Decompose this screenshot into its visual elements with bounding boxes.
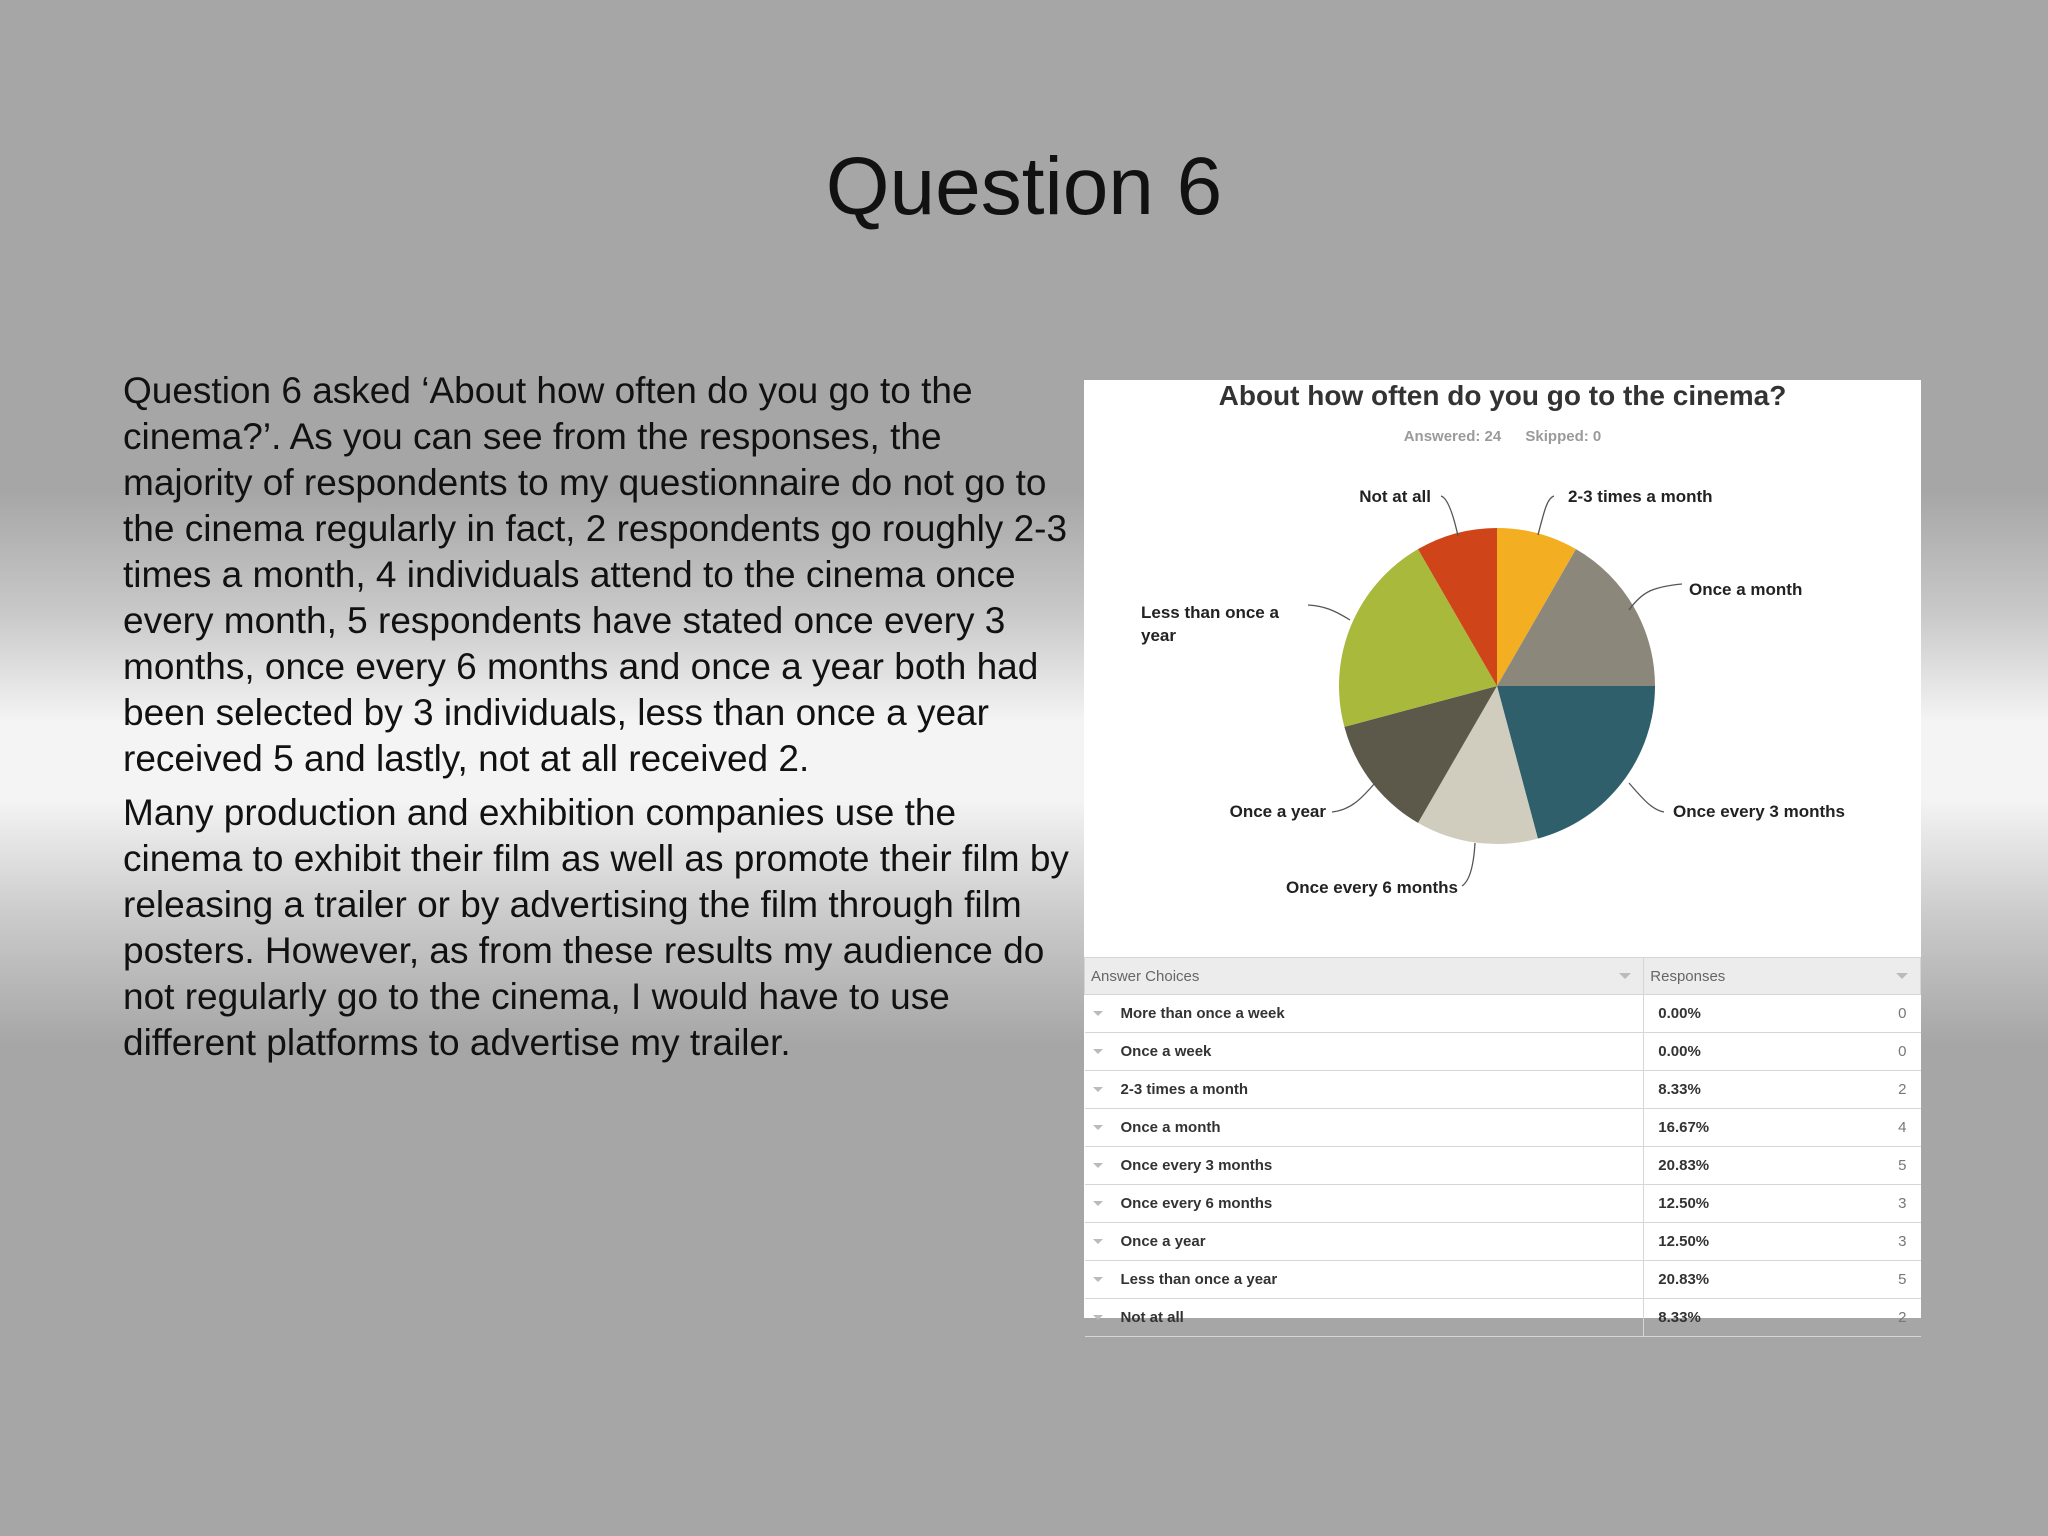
answer-choice-label: Once every 3 months xyxy=(1120,1157,1273,1174)
sort-caret-icon xyxy=(1896,973,1908,979)
table-row[interactable] xyxy=(1085,1033,1921,1071)
pie-label: 2-3 times a month xyxy=(1568,487,1713,506)
answer-choice-label: 2-3 times a month xyxy=(1120,1081,1249,1098)
body-paragraph: Many production and exhibition companies use the cinema to exhibit their film as well as promote their film by releasing a trailer or by advertising the film through film posters. However, as from these results my audience do not regularly go to the cinema, I would have to use different platforms to advertise my trailer. xyxy=(123,792,1069,1063)
response-count: 5 xyxy=(1864,1147,1921,1185)
pie-label: Not at all xyxy=(1359,487,1431,506)
pie-label: Once a month xyxy=(1689,580,1803,599)
table-row[interactable] xyxy=(1085,995,1921,1033)
sort-caret-icon xyxy=(1619,973,1631,979)
answer-choice-cell xyxy=(1085,1299,1644,1337)
response-count: 3 xyxy=(1864,1185,1921,1223)
table-row[interactable] xyxy=(1085,1185,1921,1223)
response-count: 2 xyxy=(1864,1299,1921,1337)
response-count: 0 xyxy=(1864,1033,1921,1071)
leader-line xyxy=(1629,584,1682,610)
answer-choice-label: More than once a week xyxy=(1120,1005,1285,1022)
response-count: 5 xyxy=(1864,1261,1921,1299)
responses-header[interactable] xyxy=(1644,958,1921,995)
expand-caret-icon[interactable] xyxy=(1093,1315,1103,1320)
expand-caret-icon[interactable] xyxy=(1093,1087,1103,1092)
expand-caret-icon[interactable] xyxy=(1093,1049,1103,1054)
leader-line xyxy=(1462,843,1475,886)
expand-caret-icon[interactable] xyxy=(1093,1163,1103,1168)
leader-line xyxy=(1308,605,1350,620)
pie-label: Less than once a xyxy=(1141,603,1279,622)
table-row[interactable] xyxy=(1085,1223,1921,1261)
response-percent: 20.83% xyxy=(1644,1261,1864,1299)
response-percent: 20.83% xyxy=(1644,1147,1864,1185)
table-row[interactable] xyxy=(1085,1147,1921,1185)
answer-choice-label: Less than once a year xyxy=(1120,1271,1278,1288)
expand-caret-icon[interactable] xyxy=(1093,1201,1103,1206)
response-percent: 12.50% xyxy=(1644,1223,1864,1261)
response-percent: 12.50% xyxy=(1644,1185,1864,1223)
response-count: 4 xyxy=(1864,1109,1921,1147)
response-count: 3 xyxy=(1864,1223,1921,1261)
body-text xyxy=(123,368,1073,1074)
answer-choice-cell xyxy=(1085,995,1644,1033)
answer-choice-cell xyxy=(1085,1033,1644,1071)
leader-line xyxy=(1538,496,1554,535)
table-row[interactable] xyxy=(1085,1109,1921,1147)
answer-choice-cell xyxy=(1085,1147,1644,1185)
response-percent: 0.00% xyxy=(1644,1033,1864,1071)
leader-line xyxy=(1332,783,1375,812)
answer-choice-label: Once every 6 months xyxy=(1120,1195,1273,1212)
responses-header-label: Responses xyxy=(1650,967,1726,985)
response-count: 0 xyxy=(1864,995,1921,1033)
expand-caret-icon[interactable] xyxy=(1093,1125,1103,1130)
survey-panel xyxy=(1084,380,1921,1326)
response-count: 2 xyxy=(1864,1071,1921,1109)
expand-caret-icon[interactable] xyxy=(1093,1239,1103,1244)
chart-title: About how often do you go to the cinema? xyxy=(1218,380,1787,411)
pie-label: Once a year xyxy=(1229,802,1326,821)
chart-stats xyxy=(1084,428,1921,445)
answer-choice-cell xyxy=(1085,1109,1644,1147)
pie-label: Once every 6 months xyxy=(1286,878,1458,897)
table-row[interactable] xyxy=(1085,1261,1921,1299)
answer-choice-cell xyxy=(1085,1223,1644,1261)
answer-choice-label: Once a week xyxy=(1120,1043,1212,1060)
answer-choice-cell xyxy=(1085,1185,1644,1223)
answer-choice-cell xyxy=(1085,1071,1644,1109)
leader-line xyxy=(1441,496,1458,536)
response-percent: 8.33% xyxy=(1644,1071,1864,1109)
expand-caret-icon[interactable] xyxy=(1093,1011,1103,1016)
response-percent: 16.67% xyxy=(1644,1109,1864,1147)
skipped-count: Skipped: 0 xyxy=(1525,428,1602,445)
answer-choice-label: Once a month xyxy=(1120,1119,1221,1136)
answered-count: Answered: 24 xyxy=(1403,428,1502,445)
pie-label: Once every 3 months xyxy=(1673,802,1845,821)
expand-caret-icon[interactable] xyxy=(1093,1277,1103,1282)
response-percent: 0.00% xyxy=(1644,995,1864,1033)
pie-chart xyxy=(1084,380,1921,957)
responses-table xyxy=(1084,957,1921,1337)
leader-line xyxy=(1629,783,1664,812)
table-row[interactable] xyxy=(1085,1299,1921,1337)
answer-choice-cell xyxy=(1085,1261,1644,1299)
slide-title: Question 6 xyxy=(825,141,1223,232)
body-paragraph: Question 6 asked ‘About how often do you go to the cinema?’. As you can see from the responses, the majority of respondents to my questionnaire do not go to the cinema regularly in fact, 2 respondents go roughly 2-3 times a month, 4 individuals attend to the cinema once every month, 5 respondents have stated once every 3 months, once every 6 months and once a year both had been selected by 3 individuals, less than once a year received 5 and lastly, not at all received 2. xyxy=(123,370,1068,779)
table-row[interactable] xyxy=(1085,1071,1921,1109)
answer-choices-header[interactable] xyxy=(1085,958,1644,995)
answer-choices-header-label: Answer Choices xyxy=(1091,967,1200,985)
answer-choice-label: Not at all xyxy=(1120,1309,1184,1326)
pie-label: year xyxy=(1141,626,1176,645)
answer-choice-label: Once a year xyxy=(1120,1233,1206,1250)
response-percent: 8.33% xyxy=(1644,1299,1864,1337)
